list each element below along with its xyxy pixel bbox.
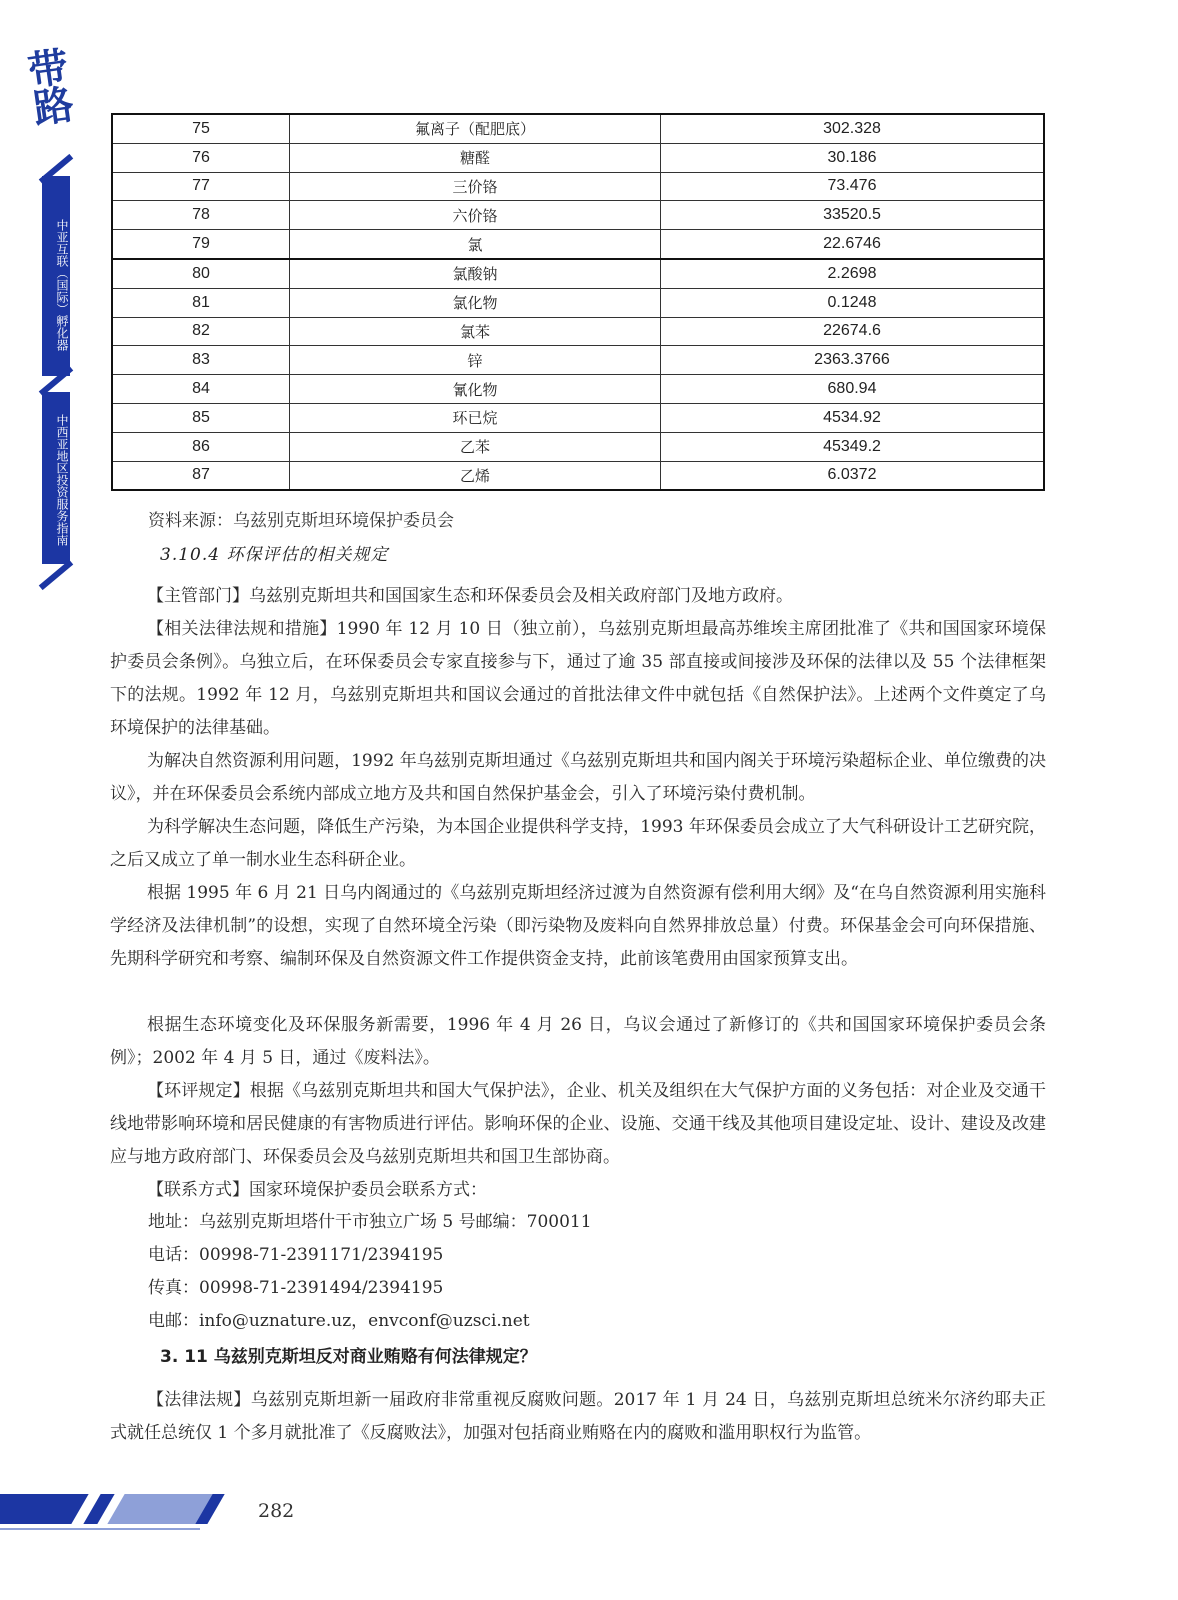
substance-name-cell: 糖醛 [290, 143, 661, 172]
row-number-cell: 81 [112, 288, 290, 317]
row-number-cell: 86 [112, 432, 290, 461]
page-number: 282 [258, 1500, 295, 1522]
section-heading-3-11: 3. 11 乌兹别克斯坦反对商业贿赂有何法律规定？ [160, 1347, 537, 1367]
row-number-cell: 79 [112, 230, 290, 259]
table-row [112, 201, 1044, 230]
table-row [112, 230, 1044, 259]
logo-char: 带 [25, 43, 72, 96]
paragraph-1995: 根据 1995 年 6 月 21 日乌内阁通过的《乌兹别克斯坦经济过渡为自然资源有偿利用大纲》及“在乌自然资源利用实施科学经济及法律机制”的设想，实现了自然环境全污染（即污染物及废料向自然界排放总量）付费。环保基金会可向环保措施、先期科学研究和考察、编制环保及自然资源文件工作提供资金支持，此前该笔费用由国家预算支出。 [110, 883, 1046, 969]
row-number-cell: 78 [112, 201, 290, 230]
value-cell: 22674.6 [661, 317, 1045, 346]
row-number-cell: 82 [112, 317, 290, 346]
belt-road-logo [25, 43, 86, 173]
table-row [112, 172, 1044, 201]
footer-decoration [0, 1490, 230, 1530]
paragraph-eia: 【环评规定】根据《乌兹别克斯坦共和国大气保护法》，企业、机关及组织在大气保护方面的义务包括：对企业及交通干线地带影响环境和居民健康的有害物质进行评估。影响环保的企业、设施、交通干线及其他项目建设定址、设计、建设及改建应与地方政府部门、环保委员会及乌兹别克斯坦共和国卫生部协商。 [110, 1081, 1046, 1167]
substance-name-cell: 锌 [290, 346, 661, 375]
row-number-cell: 76 [112, 143, 290, 172]
side-band [0, 0, 90, 1600]
contact-fax: 传真：00998-71-2391494/2394195 [148, 1278, 444, 1298]
substance-name-cell: 氰化物 [290, 375, 661, 404]
paragraph-laws: 【相关法律法规和措施】1990 年 12 月 10 日（独立前），乌兹别克斯坦最高苏维埃主席团批准了《共和国国家环境保护委员会条例》。乌独立后，在环保委员会专家直接参与下，通过了逾 35 部直接或间接涉及环保的法律以及 55 个法律框架下的法规。1992 年 12 月，乌兹别克斯坦共和国议会通过的首批法律文件中就包括《自然保护法》。上述两个文件奠定了乌环境保护的法律基础。 [110, 619, 1046, 738]
substance-name-cell: 氯 [290, 230, 661, 259]
table-row [112, 375, 1044, 404]
substance-name-cell: 氟离子（配肥底） [290, 114, 661, 143]
table-row [112, 432, 1044, 461]
substance-name-cell: 氯化物 [290, 288, 661, 317]
row-number-cell: 83 [112, 346, 290, 375]
row-number-cell: 85 [112, 403, 290, 432]
value-cell: 2363.3766 [661, 346, 1045, 375]
paragraph-authority: 【主管部门】乌兹别克斯坦共和国国家生态和环保委员会及相关政府部门及地方政府。 [147, 586, 793, 606]
value-cell: 6.0372 [661, 461, 1045, 490]
side-label-guide: 中西亚地区投资服务指南 [55, 414, 69, 546]
value-cell: 33520.5 [661, 201, 1045, 230]
table-row [112, 346, 1044, 375]
paragraph-resources: 为解决自然资源利用问题，1992 年乌兹别克斯坦通过《乌兹别克斯坦共和国内阁关于环境污染超标企业、单位缴费的决议》，并在环保委员会系统内部成立地方及共和国自然保护基金会，引入了环境污染付费机制。 [110, 751, 1046, 804]
paragraph-science: 为科学解决生态问题，降低生产污染，为本国企业提供科学支持，1993 年环保委员会成立了大气科研设计工艺研究院，之后又成立了单一制水业生态科研企业。 [110, 817, 1046, 870]
value-cell: 4534.92 [661, 403, 1045, 432]
table-row [112, 317, 1044, 346]
table-row [112, 288, 1044, 317]
table-row [112, 461, 1044, 490]
row-number-cell: 77 [112, 172, 290, 201]
logo-char: 路 [30, 80, 77, 133]
table-row [112, 403, 1044, 432]
table-source: 资料来源：乌兹别克斯坦环境保护委员会 [148, 511, 454, 531]
contact-address: 地址：乌兹别克斯坦塔什干市独立广场 5 号邮编：700011 [148, 1212, 592, 1232]
substance-name-cell: 环已烷 [290, 403, 661, 432]
substance-name-cell: 六价铬 [290, 201, 661, 230]
table-row [112, 259, 1044, 288]
paragraph-contact: 【联系方式】国家环境保护委员会联系方式： [147, 1180, 487, 1200]
paragraph-anticorruption: 【法律法规】乌兹别克斯坦新一届政府非常重视反腐败问题。2017 年 1 月 24 日，乌兹别克斯坦总统米尔济约耶夫正式就任总统仅 1 个多月就批准了《反腐败法》，加强对包括商业贿赂在内的腐败和滥用职权行为监管。 [110, 1390, 1046, 1443]
contact-email: 电邮：info@uznature.uz，envconf@uzsci.net [148, 1311, 530, 1331]
substance-name-cell: 氯苯 [290, 317, 661, 346]
section-heading-3-10-4: 3.10.4 环保评估的相关规定 [160, 545, 389, 565]
value-cell: 302.328 [661, 114, 1045, 143]
substance-name-cell: 三价铬 [290, 172, 661, 201]
row-number-cell: 80 [112, 259, 290, 288]
value-cell: 0.1248 [661, 288, 1045, 317]
pollutant-table [111, 113, 1045, 491]
value-cell: 45349.2 [661, 432, 1045, 461]
row-number-cell: 87 [112, 461, 290, 490]
table-row [112, 143, 1044, 172]
substance-name-cell: 乙烯 [290, 461, 661, 490]
side-label-incubator: 中亚互联（国际）孵化器 [55, 219, 69, 351]
row-number-cell: 75 [112, 114, 290, 143]
value-cell: 30.186 [661, 143, 1045, 172]
value-cell: 2.2698 [661, 259, 1045, 288]
footer-line [0, 1528, 200, 1530]
table-row [112, 114, 1044, 143]
value-cell: 22.6746 [661, 230, 1045, 259]
row-number-cell: 84 [112, 375, 290, 404]
paragraph-1996: 根据生态环境变化及环保服务新需要，1996 年 4 月 26 日，乌议会通过了新修订的《共和国国家环境保护委员会条例》；2002 年 4 月 5 日，通过《废料法》。 [110, 1015, 1046, 1068]
decorative-slash [39, 560, 73, 590]
value-cell: 73.476 [661, 172, 1045, 201]
contact-phone: 电话：00998-71-2391171/2394195 [148, 1245, 444, 1265]
substance-name-cell: 乙苯 [290, 432, 661, 461]
substance-name-cell: 氯酸钠 [290, 259, 661, 288]
value-cell: 680.94 [661, 375, 1045, 404]
footer-stripe [0, 1494, 89, 1524]
